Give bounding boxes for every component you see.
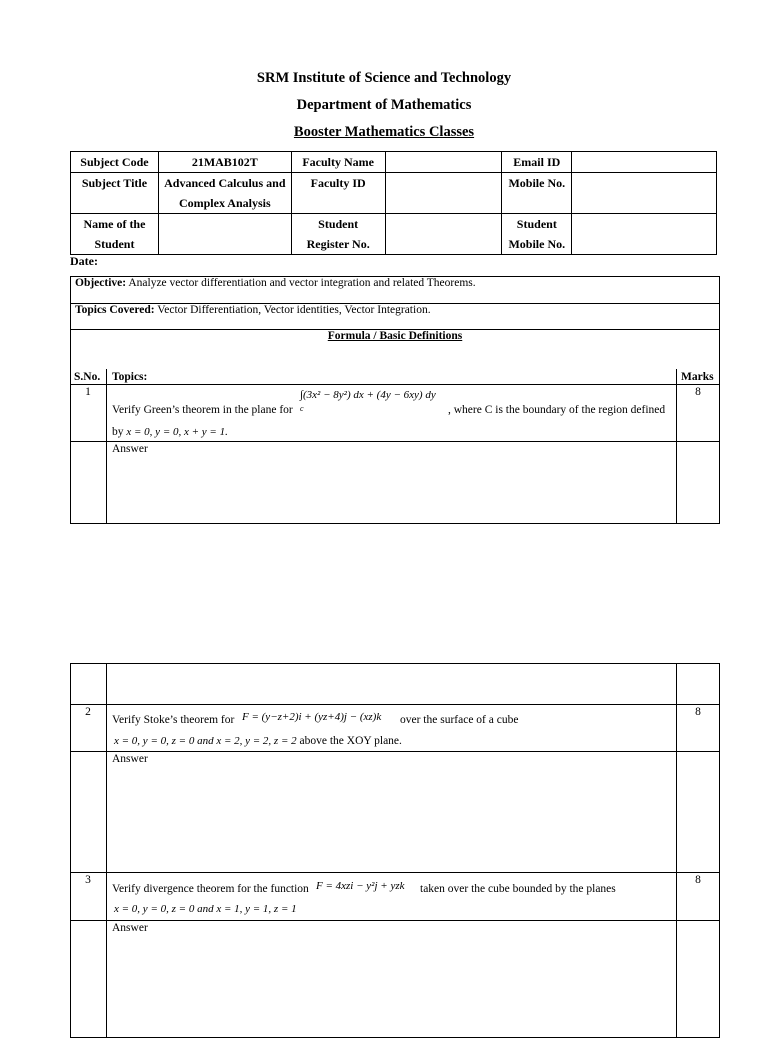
subject-title-line1: Advanced Calculus and xyxy=(164,176,286,190)
divider xyxy=(70,441,720,442)
question-1-number: 1 xyxy=(85,386,91,398)
question-1-line2 xyxy=(112,426,228,438)
question-3-suffix: taken over the cube bounded by the planes xyxy=(420,883,616,895)
question-2-marks: 8 xyxy=(695,706,701,718)
faculty-id-label: Faculty ID xyxy=(291,173,385,214)
student-register-label xyxy=(291,214,385,255)
question-1-prefix: Verify Green’s theorem in the plane for xyxy=(112,404,293,416)
divider xyxy=(106,369,107,524)
student-register-field[interactable] xyxy=(385,214,502,255)
faculty-id-field[interactable] xyxy=(385,173,502,214)
question-3-prefix: Verify divergence theorem for the function xyxy=(112,883,309,895)
question-1-region: x = 0, y = 0, x + y = 1. xyxy=(126,426,228,438)
question-2-line2 xyxy=(114,735,402,747)
question-3-field: F = 4xzi − y²j + yzk xyxy=(316,880,405,892)
question-1-by: by xyxy=(112,426,124,438)
objective-label: Objective: xyxy=(75,277,127,289)
student-register-line1: Student xyxy=(318,217,359,231)
institute-title: SRM Institute of Science and Technology xyxy=(256,70,512,86)
student-mobile-label xyxy=(502,214,572,255)
subject-title-line2: Complex Analysis xyxy=(178,196,271,210)
date-label: Date: xyxy=(70,254,98,268)
question-1-marks: 8 xyxy=(695,386,701,398)
question-1-integral-subscript: c xyxy=(300,404,304,413)
formula-heading: Formula / Basic Definitions xyxy=(327,330,463,342)
question-2-line2-suffix: above the XOY plane. xyxy=(299,735,402,747)
divider xyxy=(70,384,720,385)
department-title: Department of Mathematics xyxy=(296,97,472,113)
question-3-number: 3 xyxy=(85,874,91,886)
question-1-answer-label: Answer xyxy=(112,443,148,455)
email-field[interactable] xyxy=(572,152,717,173)
question-2-number: 2 xyxy=(85,706,91,718)
question-1-integral: ∫(3x² − 8y²) dx + (4y − 6xy) dy xyxy=(300,389,436,401)
sno-header: S.No. xyxy=(74,371,101,383)
divider xyxy=(70,704,720,705)
topics-covered-label: Topics Covered: xyxy=(75,304,155,316)
mobile-label: Mobile No. xyxy=(502,173,572,214)
student-register-line2: Register No. xyxy=(306,237,370,251)
marks-header: Marks xyxy=(681,371,714,383)
faculty-name-label: Faculty Name xyxy=(291,152,385,173)
question-2-prefix: Verify Stoke’s theorem for xyxy=(112,714,235,726)
question-2-answer-label: Answer xyxy=(112,753,148,765)
student-mobile-line2: Mobile No. xyxy=(508,237,566,251)
question-2-suffix: over the surface of a cube xyxy=(400,714,519,726)
topics-covered-text: Vector Differentiation, Vector identities, Vector Integration. xyxy=(154,304,431,316)
student-name-line2: Student xyxy=(94,237,135,251)
question-1-suffix: , where C is the boundary of the region defined xyxy=(448,404,666,416)
divider xyxy=(70,872,720,873)
topics-covered-row xyxy=(75,304,431,316)
student-name-label xyxy=(71,214,159,255)
mobile-field[interactable] xyxy=(572,173,717,214)
question-2-field: F = (y−z+2)i + (yz+4)j − (xz)k xyxy=(242,711,382,723)
objective-text: Analyze vector differentiation and vector integration and related Theorems. xyxy=(126,277,476,289)
divider xyxy=(70,751,720,752)
subject-title-value xyxy=(158,173,291,214)
objective-row xyxy=(75,277,476,289)
student-name-field[interactable] xyxy=(158,214,291,255)
divider xyxy=(676,663,677,1038)
question-3-bounds: x = 0, y = 0, z = 0 and x = 1, y = 1, z = 1 xyxy=(114,903,297,915)
student-name-line1: Name of the xyxy=(83,217,146,231)
question-3-answer-label: Answer xyxy=(112,922,148,934)
question-3-marks: 8 xyxy=(695,874,701,886)
subject-title-label: Subject Title xyxy=(71,173,159,214)
student-mobile-line1: Student xyxy=(516,217,557,231)
email-label: Email ID xyxy=(502,152,572,173)
subject-code-label: Subject Code xyxy=(71,152,159,173)
student-mobile-field[interactable] xyxy=(572,214,717,255)
subject-code-value: 21MAB102T xyxy=(158,152,291,173)
subject-info-table xyxy=(70,151,717,255)
divider xyxy=(106,663,107,1038)
question-2-bounds: x = 0, y = 0, z = 0 and x = 2, y = 2, z = 2 xyxy=(114,735,297,747)
topics-header: Topics: xyxy=(112,371,148,383)
class-title: Booster Mathematics Classes xyxy=(293,124,475,140)
faculty-name-field[interactable] xyxy=(385,152,502,173)
divider xyxy=(70,920,720,921)
